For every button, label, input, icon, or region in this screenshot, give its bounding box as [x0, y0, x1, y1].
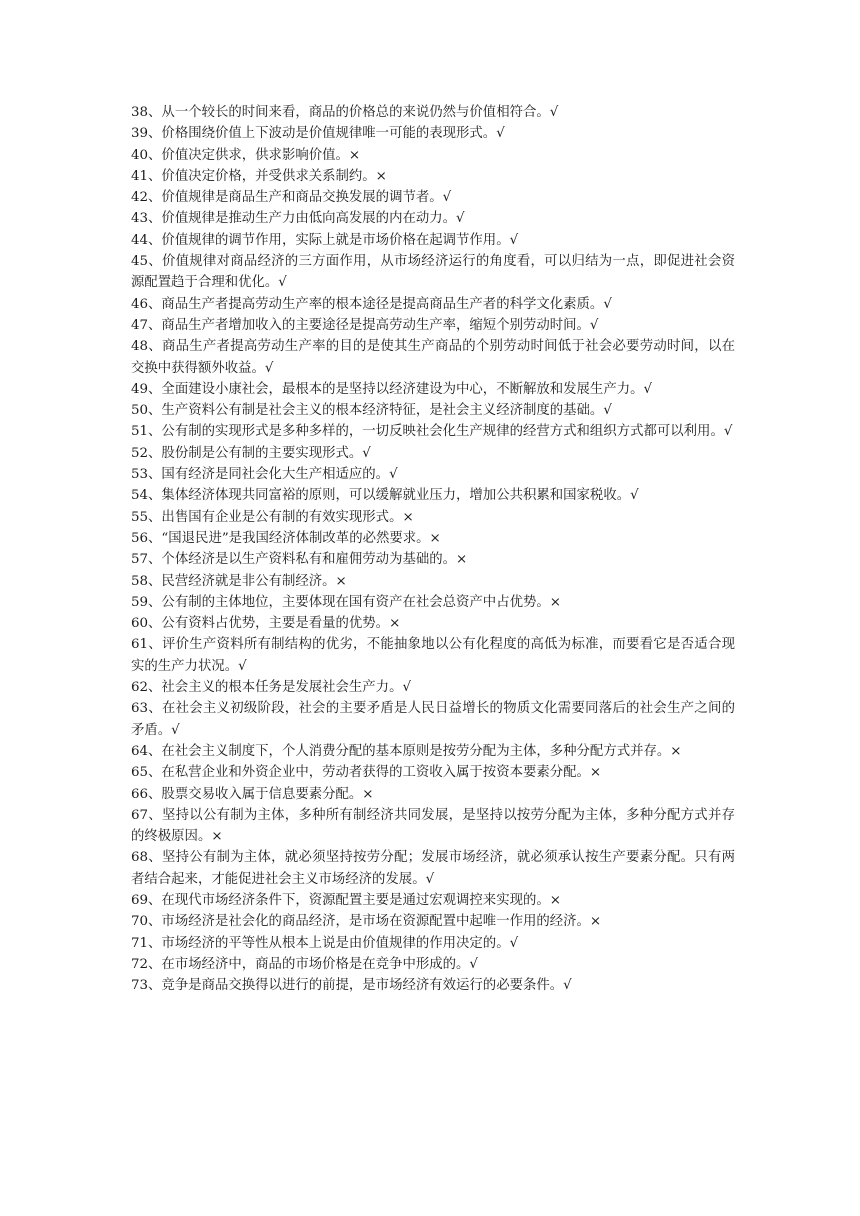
- list-item: 50、生产资料公有制是社会主义的根本经济特征，是社会主义经济制度的基础。√: [131, 403, 612, 419]
- list-item: 40、价值决定供求，供求影响价值。×: [131, 147, 361, 163]
- list-item: 66、股票交易收入属于信息要素分配。×: [131, 786, 374, 802]
- list-item: 57、个体经济是以生产资料私有和雇佣劳动为基础的。×: [131, 552, 468, 568]
- list-item: 42、价值规律是商品生产和商品交换发展的调节者。√: [131, 190, 452, 206]
- list-item: 73、竞争是商品交换得以进行的前提，是市场经济有效运行的必要条件。√: [131, 978, 572, 994]
- list-item: 53、国有经济是同社会化大生产相适应的。√: [131, 467, 398, 483]
- list-item: 39、价格围绕价值上下波动是价值规律唯一可能的表现形式。√: [131, 126, 505, 142]
- list-item: 60、公有资料占优势，主要是看量的优势。×: [131, 616, 401, 632]
- question-list: [131, 102, 735, 996]
- list-item: 72、在市场经济中，商品的市场价格是在竞争中形成的。√: [131, 956, 478, 972]
- list-item: 64、在社会主义制度下，个人消费分配的基本原则是按劳分配为主体，多种分配方式并存。×: [131, 743, 682, 759]
- list-item: 68、坚持公有制为主体，就必须坚持按劳分配；发展市场经济，就必须承认按生产要素分配。只有两者结合起来，才能促进社会主义市场经济的发展。√: [131, 850, 735, 887]
- list-item: 55、出售国有企业是公有制的有效实现形式。×: [131, 509, 414, 525]
- list-item: 63、在社会主义初级阶段，社会的主要矛盾是人民日益增长的物质文化需要同落后的社会生产之间的矛盾。√: [131, 701, 735, 738]
- list-item: 61、评价生产资料所有制结构的优劣，不能抽象地以公有化程度的高低为标准，而要看它是否适合现实的生产力状况。√: [131, 637, 735, 674]
- list-item: 44、价值规律的调节作用，实际上就是市场价格在起调节作用。√: [131, 232, 519, 248]
- list-item: 67、坚持以公有制为主体，多种所有制经济共同发展，是坚持以按劳分配为主体，多种分配方式并存的终极原因。×: [131, 807, 735, 845]
- list-item: 58、民营经济就是非公有制经济。×: [131, 573, 347, 589]
- list-item: 38、从一个较长的时间来看，商品的价格总的来说仍然与价值相符合。√: [131, 105, 559, 120]
- list-item: 56、“国退民进”是我国经济体制改革的必然要求。×: [131, 530, 441, 546]
- list-item: 59、公有制的主体地位，主要体现在国有资产在社会总资产中占优势。×: [131, 594, 561, 610]
- list-item: 49、全面建设小康社会，最根本的是坚持以经济建设为中心，不断解放和发展生产力。√: [131, 381, 653, 397]
- list-item: 41、价值决定价格，并受供求关系制约。×: [131, 168, 387, 184]
- list-item: 43、价值规律是推动生产力由低向高发展的内在动力。√: [131, 211, 465, 227]
- list-item: 65、在私营企业和外资企业中，劳动者获得的工资收入属于按资本要素分配。×: [131, 765, 602, 781]
- list-item: 47、商品生产者增加收入的主要途径是提高劳动生产率，缩短个别劳动时间。√: [131, 317, 599, 333]
- list-item: 71、市场经济的平等性从根本上说是由价值规律的作用决定的。√: [131, 935, 519, 951]
- list-item: 69、在现代市场经济条件下，资源配置主要是通过宏观调控来实现的。×: [131, 892, 561, 908]
- list-item: 62、社会主义的根本任务是发展社会生产力。√: [131, 680, 411, 696]
- list-item: 46、商品生产者提高劳动生产率的根本途径是提高商品生产者的科学文化素质。√: [131, 296, 612, 312]
- list-item: 52、股份制是公有制的主要实现形式。√: [131, 445, 371, 461]
- list-item: 54、集体经济体现共同富裕的原则，可以缓解就业压力，增加公共积累和国家税收。√: [131, 488, 639, 504]
- list-item: 51、公有制的实现形式是多种多样的，一切反映社会化生产规律的经营方式和组织方式都可以利用。√: [131, 424, 733, 440]
- list-item: 45、价值规律对商品经济的三方面作用，从市场经济运行的角度看，可以归结为一点，即促进社会资源配置趋于合理和优化。√: [131, 254, 735, 291]
- list-item: 70、市场经济是社会化的商品经济，是市场在资源配置中起唯一作用的经济。×: [131, 914, 602, 930]
- list-item: 48、商品生产者提高劳动生产率的目的是使其生产商品的个别劳动时间低于社会必要劳动时间，以在交换中获得额外收益。√: [131, 339, 735, 376]
